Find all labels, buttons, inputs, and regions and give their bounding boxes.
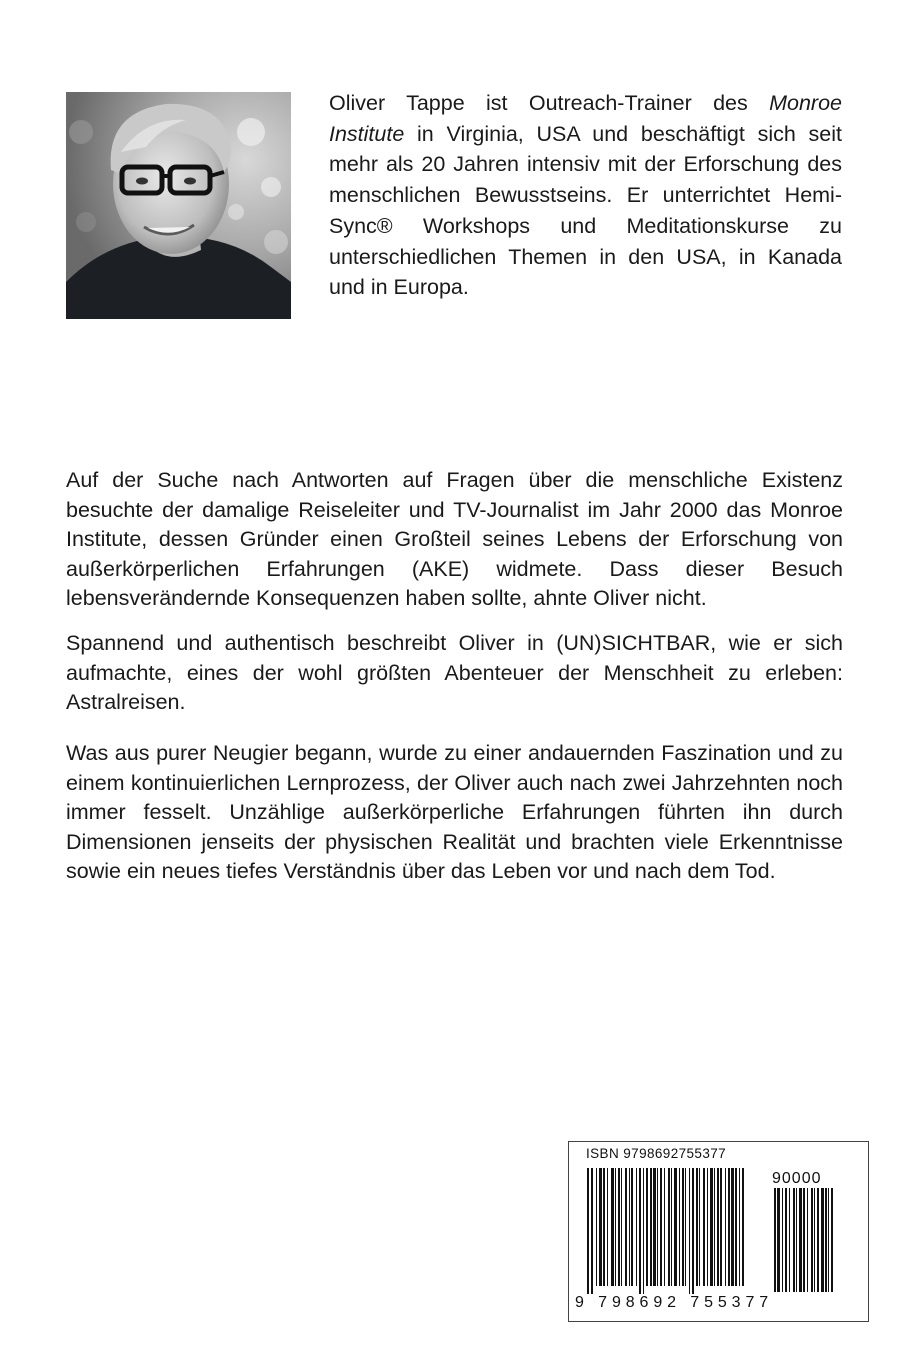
bio-rest: in Virginia, USA und beschäftigt sich seit mehr als 20 Jahren intensiv mit der Erforschung des menschlichen Bewusstseins. Er unterrichtet Hemi-Sync® Workshops und Meditationskurse zu unterschiedlichen Themen in den USA, in Kanada und in Europa.: [329, 121, 842, 300]
barcode-bar: [699, 1168, 700, 1286]
isbn-label: ISBN 9798692755377: [586, 1146, 727, 1161]
barcode-bar: [821, 1188, 824, 1292]
barcode-bar: [607, 1168, 608, 1286]
barcode-bar: [720, 1168, 722, 1286]
barcode-bar: [692, 1168, 694, 1294]
bio-intro: Oliver Tappe ist Outreach-Trainer des: [329, 91, 770, 115]
blurb-paragraph-3: Was aus purer Neugier begann, wurde zu einer andauernden Faszination und zu einem kontinuierlichen Lernprozess, der Oliver auch nach zwei Jahrzehnten noch immer fesselt. Unzählige außerkörperliche Erfahrungen führten ihn durch Dimensionen jenseits der physischen Realität und brachten viele Erkenntnisse sowie ein neues tiefes Verständnis über das Leben vor und nach dem Tod.: [66, 741, 843, 884]
barcode-bar: [774, 1188, 776, 1292]
blurb-paragraph-1: Auf der Suche nach Antworten auf Fragen über die menschliche Existenz besuchte der damalige Reiseleiter und TV-Journalist im Jahr 2000 das Monroe Institute, dessen Gründer einen Großteil seines Lebens der Erforschung von außerkörperlichen Erfahrungen (AKE) widmete. Dass dieser Besuch lebensverändernde Konsequenzen haben sollte, ahnte Oliver nicht.: [66, 468, 843, 611]
barcode-bar: [596, 1168, 597, 1286]
barcode-bar: [653, 1168, 656, 1286]
barcode-bar: [817, 1188, 819, 1292]
barcode-bar: [814, 1188, 815, 1292]
barcode-bar: [636, 1168, 637, 1286]
barcode-bar: [828, 1188, 829, 1292]
isbn-barcode: [568, 1141, 869, 1322]
barcode-bar: [793, 1188, 795, 1292]
barcode-bar: [631, 1168, 633, 1286]
barcode-bar: [618, 1168, 620, 1286]
barcode-bar: [629, 1168, 630, 1286]
barcode-bar: [587, 1168, 589, 1294]
barcode-bar: [825, 1188, 827, 1292]
barcode-bar: [679, 1168, 680, 1286]
ean-digits: 9 798692 755377: [575, 1294, 774, 1311]
barcode-bar: [643, 1168, 644, 1294]
barcode-bar: [682, 1168, 684, 1286]
barcode-bar: [660, 1168, 662, 1286]
barcode-bar: [689, 1168, 690, 1294]
barcode-bar: [796, 1188, 797, 1292]
barcode-bar: [735, 1168, 737, 1286]
barcode-bar: [625, 1168, 627, 1286]
barcode-bar: [664, 1168, 665, 1286]
barcode-bar: [742, 1168, 744, 1286]
author-portrait-image: [66, 92, 291, 319]
blurb-paragraph-2: Spannend und authentisch beschreibt Oliver in (UN)SICHTBAR, wie er sich aufmachte, eines der wohl größten Abenteuer der Menschheit zu erleben: Astralreisen.: [66, 631, 843, 715]
barcode-bar: [799, 1188, 802, 1292]
addon-barcode-bars: [774, 1188, 858, 1298]
barcode-bar: [725, 1168, 726, 1286]
barcode-bar: [731, 1168, 734, 1286]
barcode-bar: [710, 1168, 713, 1286]
barcode-bar: [650, 1168, 652, 1286]
barcode-bar: [789, 1188, 790, 1292]
barcode-bar: [717, 1168, 719, 1286]
barcode-bar: [703, 1168, 705, 1286]
barcode-bar: [646, 1168, 648, 1286]
ean-barcode-bars: [587, 1168, 765, 1298]
barcode-bar: [807, 1188, 808, 1292]
barcode-bar: [707, 1168, 708, 1286]
barcode-bar: [811, 1188, 813, 1292]
barcode-bar: [685, 1168, 686, 1286]
barcode-bar: [728, 1168, 730, 1286]
barcode-bar: [591, 1168, 593, 1294]
barcode-bar: [785, 1188, 787, 1292]
barcode-bar: [615, 1168, 616, 1286]
barcode-bar: [639, 1168, 641, 1294]
barcode-bar: [603, 1168, 605, 1286]
barcode-bar: [782, 1188, 783, 1292]
barcode-bar: [739, 1168, 740, 1286]
barcode-bar: [777, 1188, 780, 1292]
author-bio: [329, 88, 842, 303]
barcode-bar: [599, 1168, 602, 1286]
barcode-bar: [611, 1168, 614, 1286]
bio-institute: Monroe Institute: [329, 91, 842, 146]
barcode-bar: [714, 1168, 715, 1286]
barcode-bar: [831, 1188, 833, 1292]
price-code: 90000: [772, 1170, 822, 1187]
barcode-bar: [696, 1168, 698, 1286]
author-photo: [66, 92, 291, 319]
barcode-bar: [657, 1168, 658, 1286]
barcode-bar: [803, 1188, 805, 1292]
barcode-bar: [668, 1168, 670, 1286]
barcode-bar: [671, 1168, 672, 1286]
barcode-bar: [674, 1168, 677, 1286]
barcode-bar: [621, 1168, 622, 1286]
